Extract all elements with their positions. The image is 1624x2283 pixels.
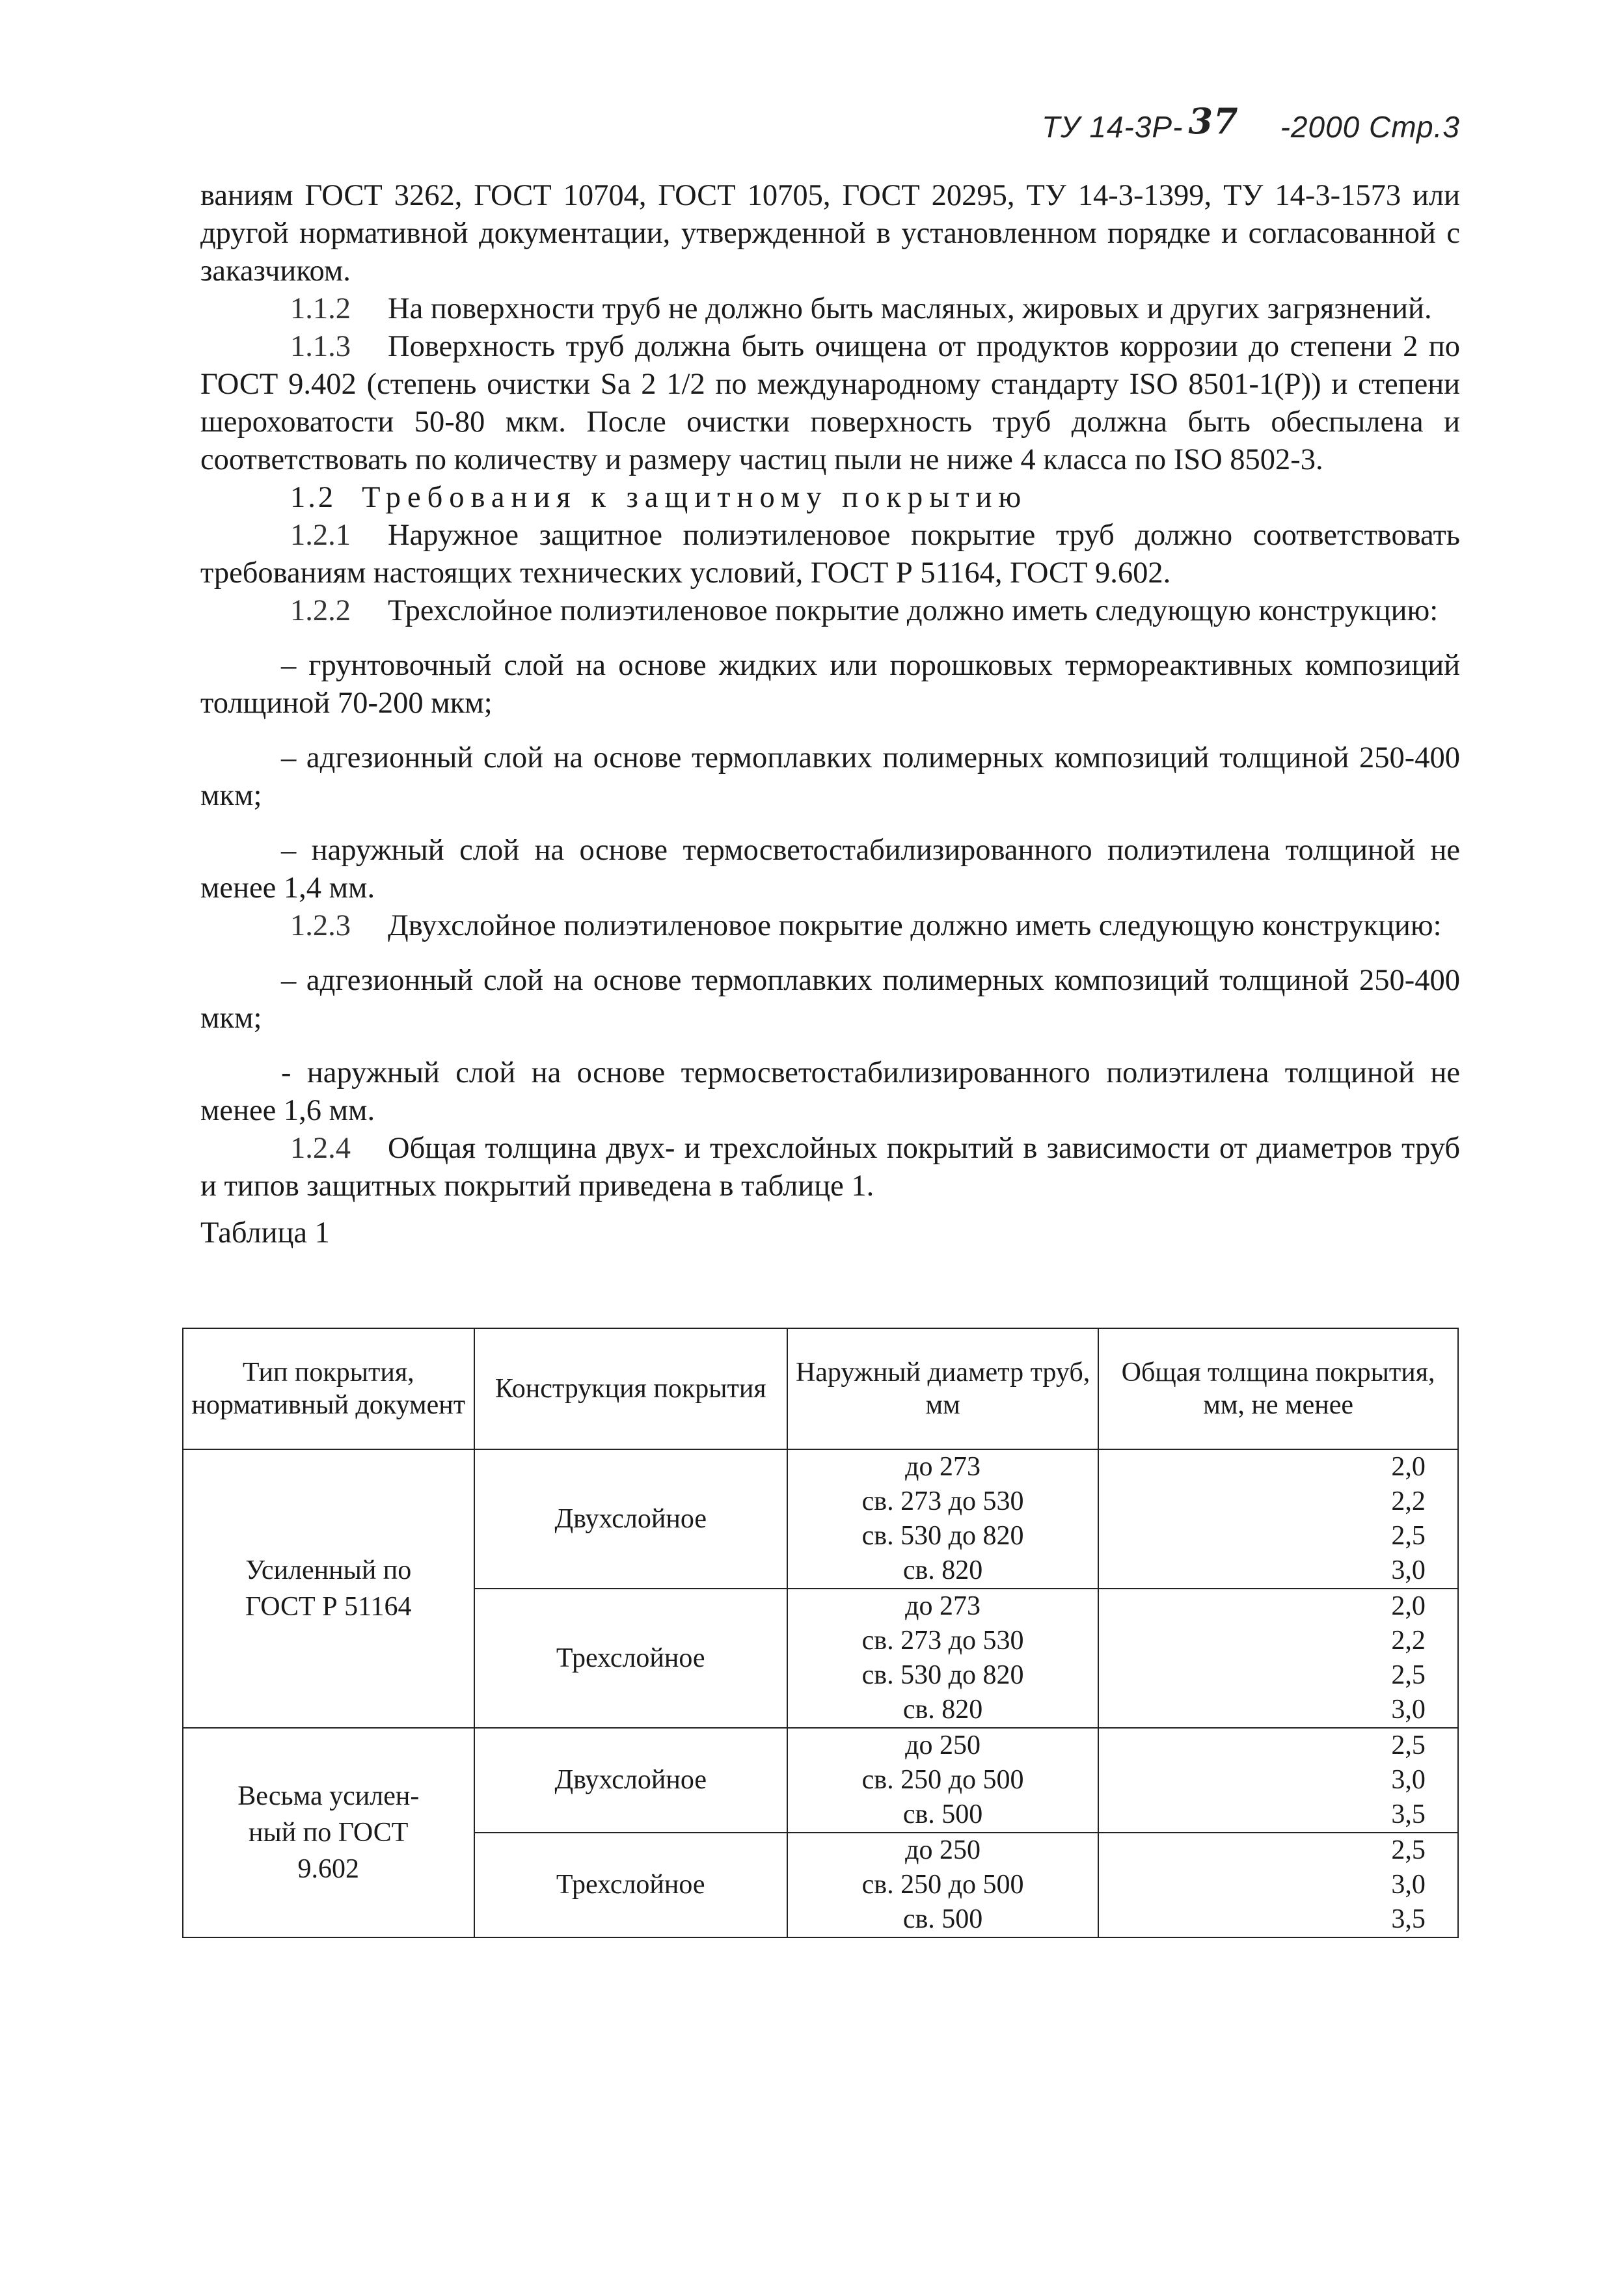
cell-line: Усиленный по: [245, 1555, 412, 1585]
clause-number: 1.2.1: [290, 519, 351, 552]
column-header-diameter: Наружный диаметр труб, мм: [787, 1328, 1098, 1449]
cell-line: св. 820: [902, 1695, 983, 1725]
paragraph-1-2-4: [200, 1130, 1460, 1205]
list-item-primer-layer: – грунтовочный слой на основе жидких или порошковых термореактивных композиций толщиной 70-200 мкм;: [200, 649, 1460, 720]
cell-line: 2,5: [1391, 1835, 1426, 1865]
cell-thickness: [1098, 1589, 1458, 1728]
paragraph-1-1-2: [200, 290, 1460, 328]
clause-number: 1.1.3: [290, 330, 351, 363]
list-item-adhesive-layer: – адгезионный слой на основе термоплавких полимерных композиций толщиной 250-400 мкм;: [200, 741, 1460, 812]
cell-line: св. 273 до 530: [861, 1486, 1024, 1516]
clause-text: Общая толщина двух- и трехслойных покрытий в зависимости от диаметров труб и типов защитных покрытий приведена в таблице 1.: [200, 1132, 1460, 1203]
cell-line: 3,0: [1391, 1765, 1426, 1795]
cell-construction: Двухслойное: [474, 1728, 787, 1833]
cell-line: 3,0: [1391, 1695, 1426, 1725]
paragraph-1-2-3: [200, 907, 1460, 945]
cell-line: 2,5: [1391, 1730, 1426, 1760]
cell-coating-type: [183, 1728, 474, 1937]
list-item-outer-layer: – наружный слой на основе термосветостабилизированного полиэтилена толщиной не менее 1,4 мм.: [200, 834, 1460, 905]
cell-line: св. 250 до 500: [861, 1765, 1024, 1795]
cell-diameters: [787, 1833, 1098, 1937]
column-header-coating-type: Тип покрытия, нормативный документ: [183, 1328, 474, 1449]
cell-line: св. 500: [902, 1799, 983, 1829]
table-caption: Таблица 1: [200, 1216, 330, 1250]
cell-line: св. 250 до 500: [861, 1870, 1024, 1900]
clause-number: 1.2.3: [290, 909, 351, 942]
table-row: [183, 1449, 1458, 1589]
cell-line: св. 500: [902, 1904, 983, 1934]
cell-construction: Трехслойное: [474, 1589, 787, 1728]
clause-number: 1.2.2: [290, 594, 351, 627]
clause-number: 1.1.2: [290, 292, 351, 325]
cell-diameters: [787, 1449, 1098, 1589]
handwritten-doc-number: 37: [1188, 100, 1239, 142]
cell-line: ный по ГОСТ: [249, 1818, 409, 1848]
cell-line: 2,2: [1391, 1486, 1426, 1516]
cell-line: ГОСТ Р 51164: [245, 1592, 412, 1622]
column-header-thickness: Общая толщина покрытия, мм, не менее: [1098, 1328, 1458, 1449]
cell-thickness: [1098, 1728, 1458, 1833]
clause-text: На поверхности труб не должно быть масляных, жировых и других загрязнений.: [388, 292, 1432, 325]
page-header: [1042, 100, 1460, 146]
page-number: -2000 Стр.3: [1280, 110, 1460, 144]
paragraph-continuation: ваниям ГОСТ 3262, ГОСТ 10704, ГОСТ 10705, ГОСТ 20295, ТУ 14-3-1399, ТУ 14-3-1573 или другой нормативной документации, утвержденной в установленном порядке и согласованной с заказчиком.: [200, 179, 1460, 288]
cell-thickness: [1098, 1833, 1458, 1937]
cell-line: св. 530 до 820: [861, 1521, 1024, 1551]
list-item-outer-layer-2: - наружный слой на основе термосветостабилизированного полиэтилена толщиной не менее 1,6 мм.: [200, 1056, 1460, 1127]
cell-line: до 273: [905, 1591, 981, 1621]
paragraph-1-2-1: [200, 517, 1460, 592]
clause-text: Трехслойное полиэтиленовое покрытие должно иметь следующую конструкцию:: [388, 594, 1439, 627]
document-body: [200, 177, 1460, 1252]
cell-line: 2,0: [1391, 1452, 1426, 1482]
cell-line: до 273: [905, 1452, 981, 1482]
cell-line: св. 820: [902, 1555, 983, 1585]
cell-line: 3,0: [1391, 1870, 1426, 1900]
cell-line: Весьма усилен-: [237, 1781, 420, 1811]
cell-line: 2,0: [1391, 1591, 1426, 1621]
doc-code: ТУ 14-3Р-: [1042, 110, 1184, 144]
cell-line: 9.602: [297, 1854, 359, 1884]
section-heading: [200, 479, 1460, 517]
cell-line: 3,5: [1391, 1904, 1426, 1934]
cell-line: св. 530 до 820: [861, 1660, 1024, 1690]
section-title: Требования к защитному покрытию: [362, 481, 1028, 514]
cell-thickness: [1098, 1449, 1458, 1589]
cell-line: до 250: [905, 1835, 981, 1865]
cell-diameters: [787, 1589, 1098, 1728]
cell-construction: Двухслойное: [474, 1449, 787, 1589]
cell-line: 2,2: [1391, 1626, 1426, 1656]
cell-line: 2,5: [1391, 1660, 1426, 1690]
cell-line: 3,5: [1391, 1799, 1426, 1829]
table-header-row: [183, 1328, 1458, 1449]
cell-line: св. 273 до 530: [861, 1626, 1024, 1656]
section-number: 1.2: [290, 481, 336, 514]
table-row: [183, 1728, 1458, 1833]
clause-text: Наружное защитное полиэтиленовое покрытие труб должно соответствовать требованиям настоящих технических условий, ГОСТ Р 51164, ГОСТ 9.602.: [200, 519, 1460, 590]
list-item-adhesive-layer-2: – адгезионный слой на основе термоплавких полимерных композиций толщиной 250-400 мкм;: [200, 964, 1460, 1035]
cell-construction: Трехслойное: [474, 1833, 787, 1937]
clause-number: 1.2.4: [290, 1132, 351, 1165]
clause-text: Двухслойное полиэтиленовое покрытие должно иметь следующую конструкцию:: [388, 909, 1442, 942]
paragraph-1-2-2: [200, 592, 1460, 630]
cell-line: до 250: [905, 1730, 981, 1760]
cell-coating-type: [183, 1449, 474, 1728]
clause-text: Поверхность труб должна быть очищена от продуктов коррозии до степени 2 по ГОСТ 9.402 (степень очистки Sa 2 1/2 по международному стандарту ISO 8501-1(P)) и степени шероховатости 50-80 мкм. После очистки поверхность труб должна быть обеспылена и соответствовать по количеству и размеру частиц пыли не ниже 4 класса по ISO 8502-3.: [200, 330, 1460, 476]
cell-line: 3,0: [1391, 1555, 1426, 1585]
cell-diameters: [787, 1728, 1098, 1833]
column-header-construction: Конструкция покрытия: [474, 1328, 787, 1449]
cell-line: 2,5: [1391, 1521, 1426, 1551]
paragraph-1-1-3: [200, 328, 1460, 479]
coating-thickness-table: [182, 1328, 1459, 1938]
